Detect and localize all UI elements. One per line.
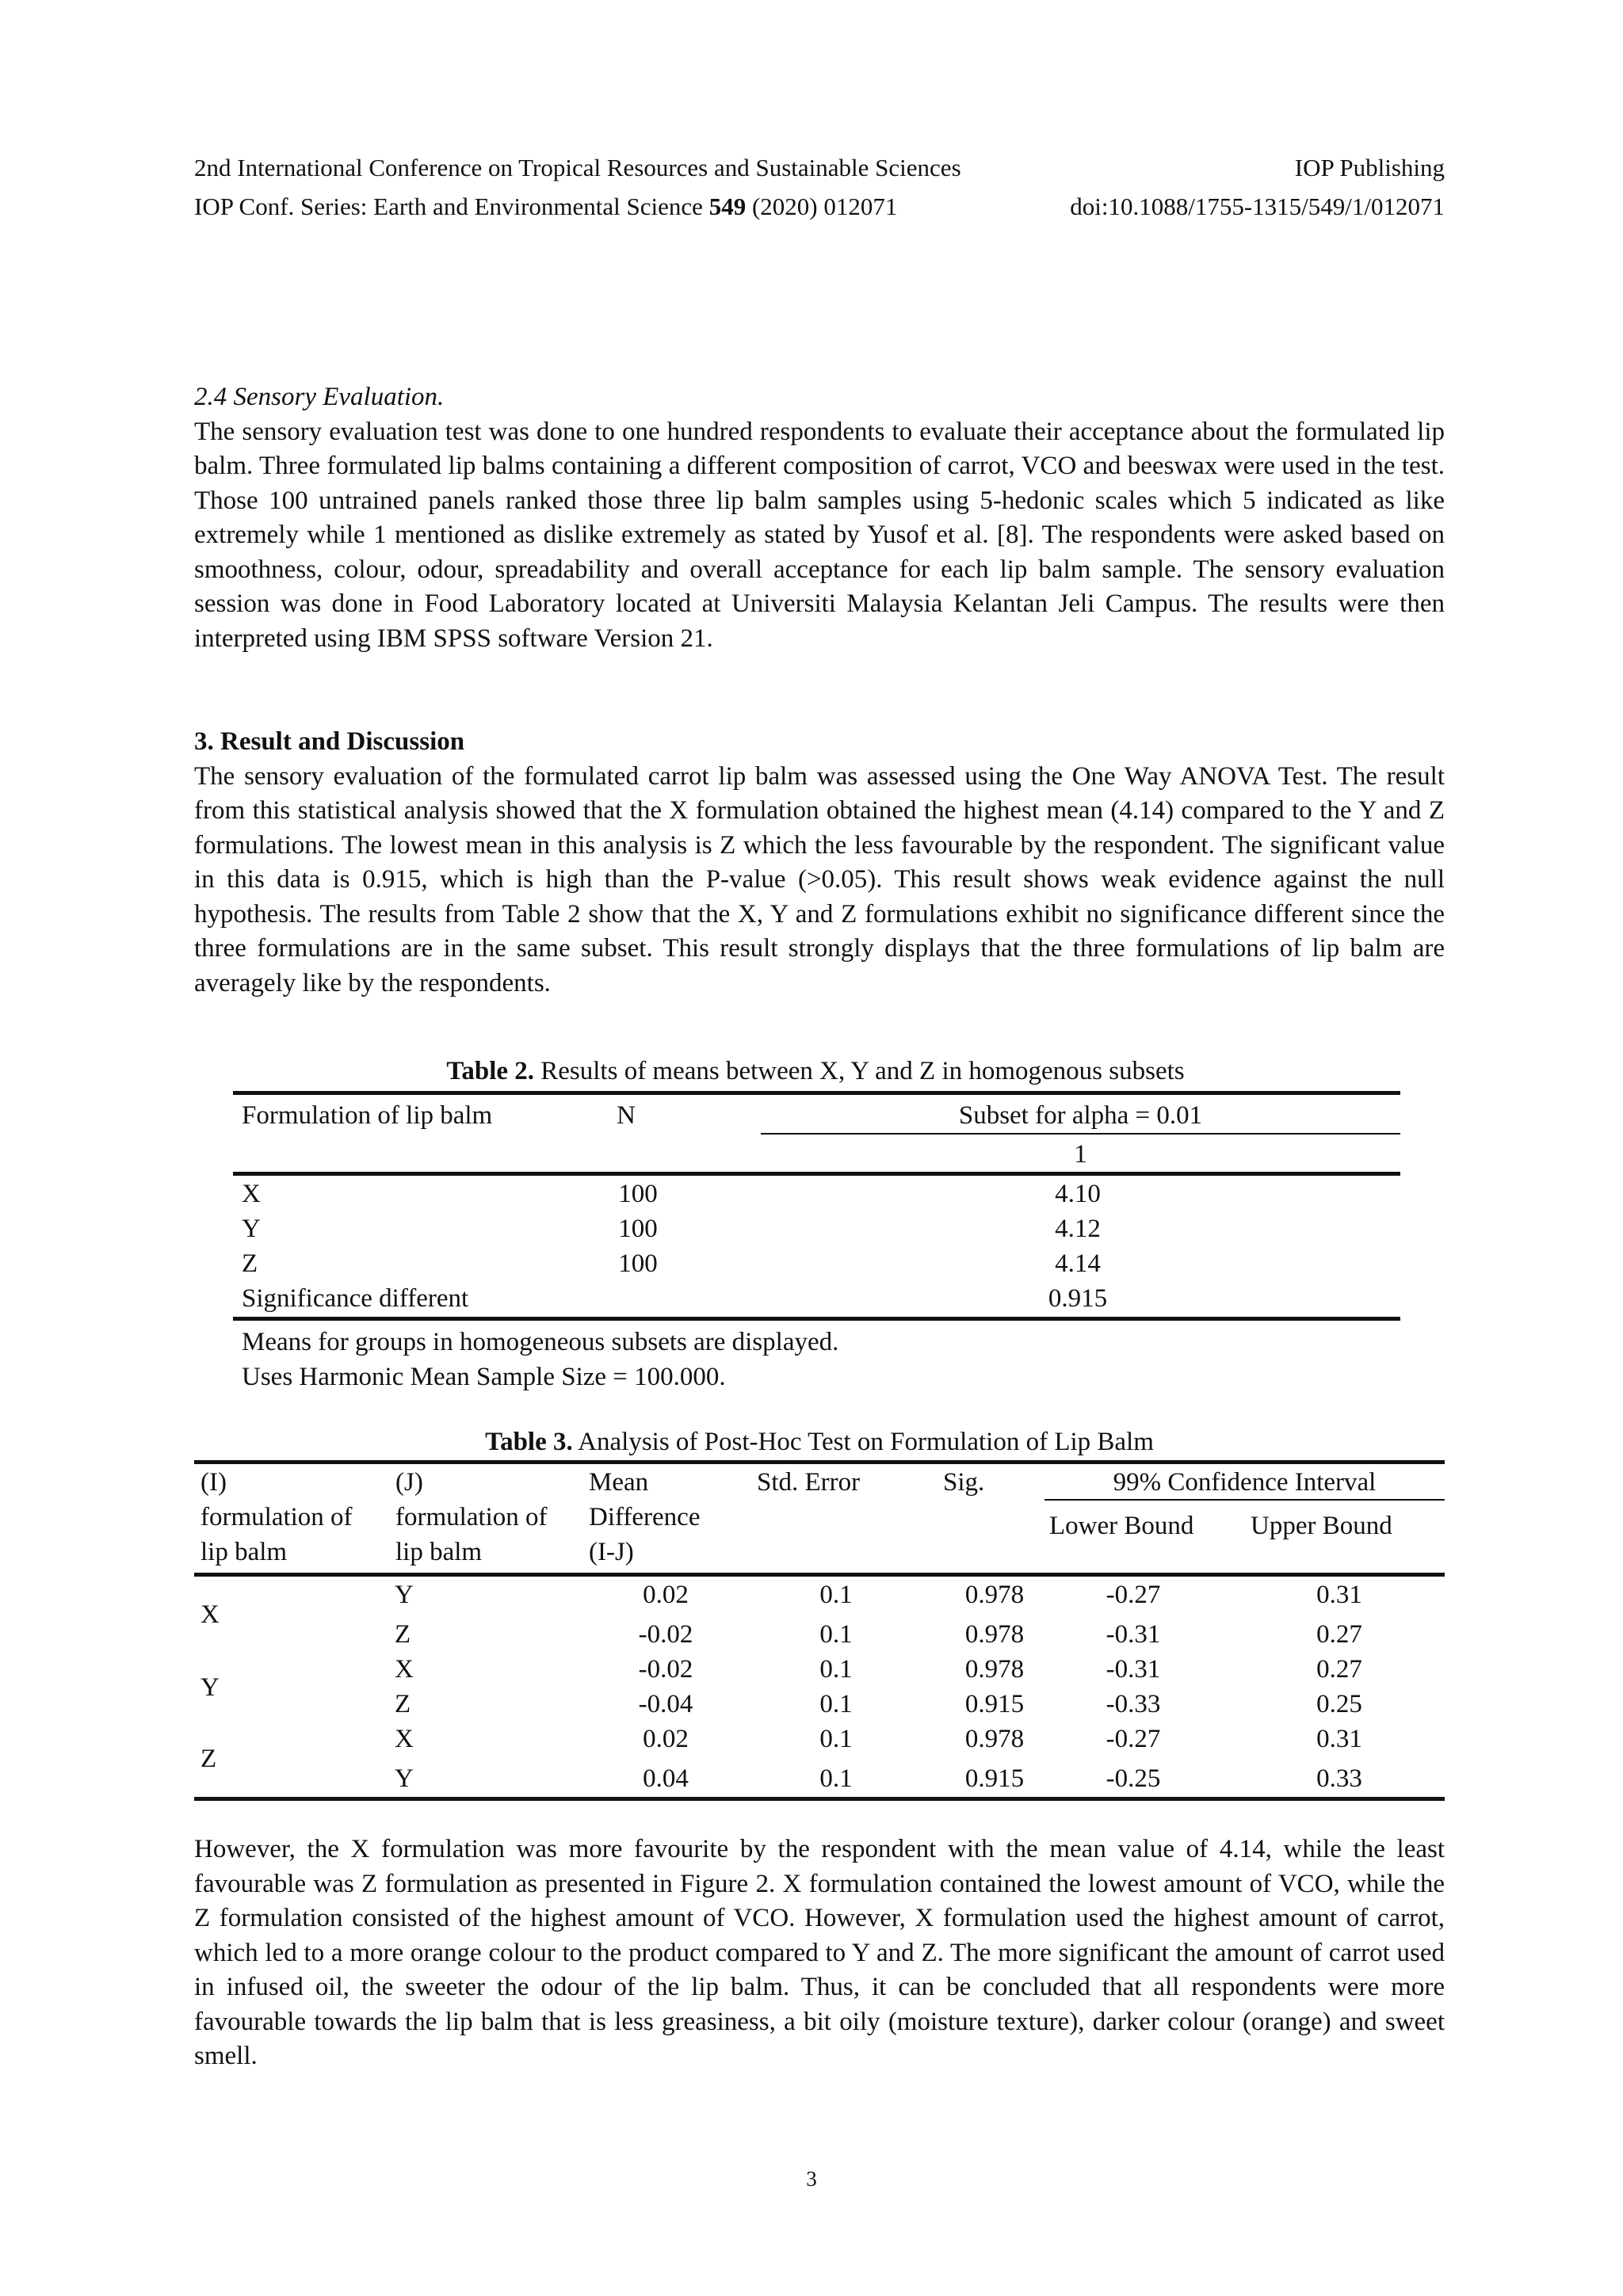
section-3 bbox=[194, 725, 1445, 1001]
publisher-name: IOP Publishing bbox=[1294, 154, 1445, 181]
doi: doi:10.1088/1755-1315/549/1/012071 bbox=[1070, 193, 1445, 220]
table-3-header-sig: Sig. bbox=[943, 1468, 985, 1497]
table-2-row-z-value: 4.14 bbox=[1055, 1249, 1101, 1278]
table-2-header-subset: Subset for alpha = 0.01 bbox=[958, 1101, 1203, 1130]
table-3-caption bbox=[194, 1426, 1445, 1458]
table-3-cell-upper: 0.33 bbox=[1316, 1764, 1362, 1793]
table-3-cell-se: 0.1 bbox=[819, 1764, 853, 1793]
table-3-cell-upper: 0.27 bbox=[1316, 1620, 1362, 1649]
series-suffix: (2020) 012071 bbox=[746, 193, 898, 220]
table-3-header-i: (I) bbox=[200, 1468, 227, 1497]
table-3-cell-lower: -0.33 bbox=[1106, 1690, 1161, 1718]
table-3-bottom-rule bbox=[194, 1797, 1445, 1801]
table-3-header-i: lip balm bbox=[200, 1538, 288, 1566]
table-3-header-i: formulation of bbox=[200, 1503, 353, 1531]
table-2-caption-text: Results of means between X, Y and Z in homogenous subsets bbox=[534, 1057, 1185, 1085]
section-2-4-body: The sensory evaluation test was done to one hundred respondents to evaluate their acceptance about the formulated lip balm. Three formulated lip balms containing a different composition of carrot, VCO and beeswax were used in the test. Those 100 untrained panels ranked those three lip balm samples using 5-hedonic scales which 5 indicated as like extremely while 1 mentioned as dislike extremely as stated by Yusof et al. [8]. The respondents were asked based on smoothness, colour, odour, spreadability and overall acceptance for each lip balm sample. The sensory evaluation session was done in Food Laboratory located at Universiti Malaysia Kelantan Jeli Campus. The results were then interpreted using IBM SPSS software Version 21. bbox=[194, 417, 1445, 653]
table-3-cell-upper: 0.31 bbox=[1316, 1581, 1362, 1609]
table-3-header-std-error: Std. Error bbox=[757, 1468, 861, 1497]
table-2-significance-value: 0.915 bbox=[1048, 1284, 1108, 1313]
table-3-header-mean: Difference bbox=[589, 1503, 701, 1531]
table-2-row-z-formulation: Z bbox=[242, 1249, 258, 1278]
table-3-cell-sig: 0.978 bbox=[964, 1620, 1025, 1649]
table-3-cell-mean: -0.02 bbox=[638, 1620, 693, 1649]
table-3-cell-se: 0.1 bbox=[819, 1690, 853, 1718]
section-2-4 bbox=[194, 380, 1445, 656]
table-3-cell-se: 0.1 bbox=[819, 1620, 853, 1649]
closing-paragraph: However, the X formulation was more favourite by the respondent with the mean value of 4.14, while the least favourable was Z formulation as presented in Figure 2. X formulation contained the lowest amount of VCO, while the Z formulation consisted of the highest amount of VCO. However, X formulation used the highest amount of carrot, which led to a more orange colour to the product compared to Y and Z. The more significant the amount of carrot used in infused oil, the sweeter the odour of the lip balm. Thus, it can be concluded that all respondents were more favourable towards the lip balm that is less greasiness, a bit oily (moisture texture), darker colour (orange) and sweet smell. bbox=[194, 1835, 1445, 2070]
table-3-cell-upper: 0.27 bbox=[1316, 1655, 1362, 1684]
series-citation bbox=[194, 191, 897, 223]
table-2-notes bbox=[242, 1325, 838, 1394]
table-2-row-y-n: 100 bbox=[618, 1215, 658, 1243]
series-prefix: IOP Conf. Series: Earth and Environmental Science bbox=[194, 193, 709, 220]
table-3-header-mean: Mean bbox=[589, 1468, 649, 1497]
running-header-bottom bbox=[194, 191, 1445, 223]
table-3-cell-se: 0.1 bbox=[819, 1655, 853, 1684]
table-3-cell-se: 0.1 bbox=[819, 1725, 853, 1753]
table-3-cell-j: X bbox=[395, 1655, 414, 1684]
table-2-note: Uses Harmonic Mean Sample Size = 100.000. bbox=[242, 1363, 726, 1391]
table-3-cell-sig: 0.915 bbox=[964, 1764, 1025, 1793]
conference-name: 2nd International Conference on Tropical Resources and Sustainable Sciences bbox=[194, 154, 961, 181]
table-3-header-j: lip balm bbox=[395, 1538, 483, 1566]
table-2-row-x-value: 4.10 bbox=[1055, 1180, 1101, 1208]
table-3-cell-j: Y bbox=[395, 1581, 414, 1609]
table-2-bottom-rule bbox=[233, 1317, 1400, 1321]
table-3-cell-mean: 0.02 bbox=[643, 1581, 689, 1609]
table-3-cell-upper: 0.31 bbox=[1316, 1725, 1362, 1753]
running-header-top bbox=[194, 152, 1445, 184]
table-2-row-y-value: 4.12 bbox=[1055, 1215, 1101, 1243]
table-2-row-y-formulation: Y bbox=[242, 1215, 261, 1243]
table-3-header-upper: Upper Bound bbox=[1251, 1512, 1392, 1540]
page-number: 3 bbox=[806, 2167, 817, 2191]
table-3-header-ci: 99% Confidence Interval bbox=[1113, 1468, 1377, 1497]
table-3-top-rule bbox=[194, 1460, 1445, 1464]
table-3-cell-upper: 0.25 bbox=[1316, 1690, 1362, 1718]
table-3-cell-mean: 0.04 bbox=[643, 1764, 689, 1793]
table-3-cell-sig: 0.978 bbox=[964, 1581, 1025, 1609]
table-3-header-j: (J) bbox=[395, 1468, 423, 1497]
section-3-body: The sensory evaluation of the formulated carrot lip balm was assessed using the One Way ANOVA Test. The result from this statistical analysis showed that the X formulation obtained the highest mean (4.14) compared to the Y and Z formulations. The lowest mean in this analysis is Z which the less favourable by the respondent. The significant value in this data is 0.915, which is high than the P-value (>0.05). This result shows weak evidence against the null hypothesis. The results from Table 2 show that the X, Y and Z formulations exhibit no significance different since the three formulations are in the same subset. This result strongly displays that the three formulations of lip balm are averagely like by the respondents. bbox=[194, 761, 1445, 997]
table-2-row-z-n: 100 bbox=[618, 1249, 658, 1278]
table-3-group-y-label: Y bbox=[200, 1673, 220, 1702]
table-3-cell-lower: -0.27 bbox=[1106, 1725, 1161, 1753]
table-3-cell-sig: 0.978 bbox=[964, 1655, 1025, 1684]
table-2-row-x-n: 100 bbox=[618, 1180, 658, 1208]
table-2-header-formulation: Formulation of lip balm bbox=[242, 1101, 493, 1130]
table-3-cell-mean: -0.04 bbox=[638, 1690, 693, 1718]
table-3-cell-lower: -0.25 bbox=[1106, 1764, 1161, 1793]
table-2-row-x-formulation: X bbox=[242, 1180, 261, 1208]
table-3-cell-lower: -0.31 bbox=[1106, 1620, 1161, 1649]
table-3-ci-rule bbox=[1044, 1499, 1445, 1501]
table-3-cell-j: X bbox=[395, 1725, 414, 1753]
table-3-group-x-label: X bbox=[200, 1600, 220, 1629]
table-2-subset-index: 1 bbox=[1074, 1140, 1087, 1169]
table-3-label: Table 3. bbox=[485, 1428, 573, 1456]
table-2-label: Table 2. bbox=[446, 1057, 535, 1085]
table-3-cell-sig: 0.978 bbox=[964, 1725, 1025, 1753]
table-3-header-mean: (I-J) bbox=[589, 1538, 634, 1566]
table-3-cell-lower: -0.27 bbox=[1106, 1581, 1161, 1609]
table-2-header-rule bbox=[233, 1172, 1400, 1176]
table-3-header-j: formulation of bbox=[395, 1503, 548, 1531]
section-3-title: 3. Result and Discussion bbox=[194, 727, 465, 756]
table-2-header-n: N bbox=[617, 1101, 636, 1130]
table-3-cell-mean: 0.02 bbox=[643, 1725, 689, 1753]
table-3-cell-mean: -0.02 bbox=[638, 1655, 693, 1684]
table-3-cell-j: Z bbox=[395, 1690, 411, 1718]
table-3-group-z-label: Z bbox=[200, 1745, 217, 1773]
table-3-caption-text: Analysis of Post-Hoc Test on Formulation of Lip Balm bbox=[572, 1428, 1154, 1456]
table-2-subset-rule bbox=[761, 1133, 1400, 1135]
table-2-caption bbox=[230, 1055, 1401, 1087]
section-2-4-title: 2.4 Sensory Evaluation. bbox=[194, 383, 445, 411]
table-3-cell-j: Y bbox=[395, 1764, 414, 1793]
table-2-top-rule bbox=[233, 1091, 1400, 1095]
table-3-cell-se: 0.1 bbox=[819, 1581, 853, 1609]
volume-number: 549 bbox=[708, 193, 747, 220]
table-3-cell-lower: -0.31 bbox=[1106, 1655, 1161, 1684]
table-2-note: Means for groups in homogeneous subsets are displayed. bbox=[242, 1328, 839, 1356]
table-3-header-lower: Lower Bound bbox=[1049, 1512, 1194, 1540]
table-2-significance-label: Significance different bbox=[242, 1284, 469, 1313]
table-3-cell-j: Z bbox=[395, 1620, 411, 1649]
table-3-header-rule bbox=[194, 1573, 1445, 1577]
table-3-cell-sig: 0.915 bbox=[964, 1690, 1025, 1718]
